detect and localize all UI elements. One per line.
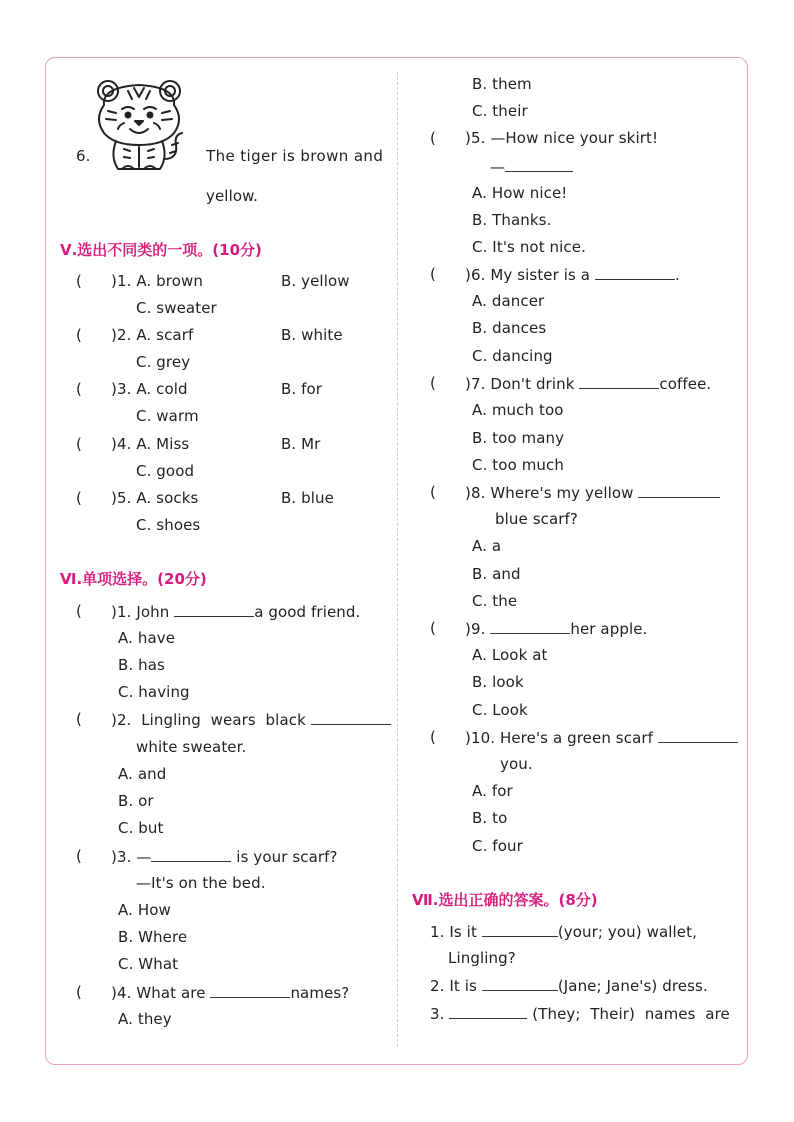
question-text: )2. A. scarf	[111, 326, 194, 344]
answer-blank	[595, 265, 675, 280]
option-c: C. but	[118, 819, 164, 837]
option-b: B. them	[472, 75, 532, 93]
option-b: B. Thanks.	[472, 211, 552, 229]
question-text-line2: blue scarf?	[495, 510, 578, 528]
answer-blank	[210, 983, 290, 998]
option-c: C. their	[472, 102, 528, 120]
answer-blank	[658, 728, 738, 743]
answer-blank	[174, 602, 254, 617]
option-c: C. What	[118, 955, 179, 973]
answer-paren: (	[430, 374, 436, 392]
tiger-item-text-line1: The tiger is brown and	[206, 147, 384, 165]
option-b: B. or	[118, 792, 154, 810]
option-b: B. for	[281, 380, 323, 398]
question-text: )9. her apple.	[465, 620, 648, 638]
option-b: B. look	[472, 673, 524, 691]
question-text: 3. (They; Their) names are	[430, 1005, 730, 1023]
option-a: A. How nice!	[472, 184, 568, 202]
option-b: B. white	[281, 326, 343, 344]
option-b: B. and	[472, 565, 521, 583]
option-a: A. they	[118, 1010, 172, 1028]
option-c: C. too much	[472, 456, 564, 474]
answer-paren: (	[430, 129, 436, 147]
answer-blank	[482, 976, 558, 991]
option-b: B. yellow	[281, 272, 350, 290]
answer-paren: (	[76, 710, 82, 728]
question-text: )1. John a good friend.	[111, 603, 361, 621]
answer-blank	[311, 710, 391, 725]
option-b: B. Mr	[281, 435, 321, 453]
option-a: A. dancer	[472, 292, 545, 310]
question-text-line2: you.	[500, 755, 533, 773]
option-a: A. much too	[472, 401, 564, 419]
option-b: B. Where	[118, 928, 188, 946]
question-text-line2: white sweater.	[136, 738, 247, 756]
answer-paren: (	[430, 483, 436, 501]
option-c: C. shoes	[136, 516, 201, 534]
answer-blank	[151, 847, 231, 862]
option-a: A. and	[118, 765, 167, 783]
option-a: A. How	[118, 901, 171, 919]
question-text: )1. A. brown	[111, 272, 203, 290]
option-c: C. dancing	[472, 347, 553, 365]
question-text: 1. Is it (your; you) wallet,	[430, 923, 697, 941]
option-c: C. It's not nice.	[472, 238, 586, 256]
answer-paren: (	[76, 983, 82, 1001]
tiger-item-number: 6.	[76, 147, 91, 165]
tiger-item-text-line2: yellow.	[206, 187, 258, 205]
option-c: C. the	[472, 592, 518, 610]
option-b: B. too many	[472, 429, 565, 447]
option-a: A. have	[118, 629, 176, 647]
option-b: B. has	[118, 656, 165, 674]
option-c: C. warm	[136, 407, 199, 425]
answer-paren: (	[430, 728, 436, 746]
answer-paren: (	[76, 847, 82, 865]
option-c: C. grey	[136, 353, 191, 371]
answer-blank	[638, 483, 720, 498]
question-text: 2. It is (Jane; Jane's) dress.	[430, 977, 708, 995]
option-c: C. good	[136, 462, 195, 480]
answer-paren: (	[76, 326, 82, 344]
question-text: )3. A. cold	[111, 380, 188, 398]
question-text: )7. Don't drink coffee.	[465, 375, 712, 393]
question-text: )2. Lingling wears black	[111, 710, 391, 729]
option-a: A. for	[472, 782, 513, 800]
answer-blank	[490, 619, 570, 634]
option-c: C. Look	[472, 701, 528, 719]
option-a: A. a	[472, 537, 502, 555]
tiger-illustration	[94, 75, 194, 175]
question-text: )6. My sister is a .	[465, 266, 680, 284]
option-c: C. sweater	[136, 299, 217, 317]
option-b: B. to	[472, 809, 508, 827]
answer-blank	[449, 1004, 527, 1019]
option-b: B. dances	[472, 319, 547, 337]
column-divider	[397, 72, 398, 1047]
question-text-line2: —It's on the bed.	[136, 874, 266, 892]
question-text: )10. Here's a green scarf	[465, 728, 738, 747]
answer-paren: (	[76, 435, 82, 453]
option-c: C. four	[472, 837, 523, 855]
option-b: B. blue	[281, 489, 334, 507]
answer-paren: (	[76, 380, 82, 398]
answer-blank	[579, 374, 659, 389]
answer-paren: (	[430, 619, 436, 637]
question-text: )3. — is your scarf?	[111, 848, 338, 866]
answer-paren: (	[430, 265, 436, 283]
answer-paren: (	[76, 602, 82, 620]
question-text-line2: Lingling?	[448, 949, 516, 967]
section-6-title: Ⅵ.单项选择。(20分)	[60, 570, 207, 588]
answer-paren: (	[76, 489, 82, 507]
answer-blank	[505, 157, 573, 172]
answer-blank	[482, 922, 558, 937]
option-c: C. having	[118, 683, 190, 701]
answer-paren: (	[76, 272, 82, 290]
question-text: )4. A. Miss	[111, 435, 190, 453]
question-text: )5. —How nice your skirt!	[465, 129, 659, 147]
question-text-line2: —	[490, 157, 573, 176]
question-text: )4. What are names?	[111, 984, 350, 1002]
question-text: )5. A. socks	[111, 489, 199, 507]
question-text: )8. Where's my yellow	[465, 483, 720, 502]
section-5-title: Ⅴ.选出不同类的一项。(10分)	[60, 241, 262, 259]
option-a: A. Look at	[472, 646, 548, 664]
section-7-title: Ⅶ.选出正确的答案。(8分)	[412, 891, 598, 909]
